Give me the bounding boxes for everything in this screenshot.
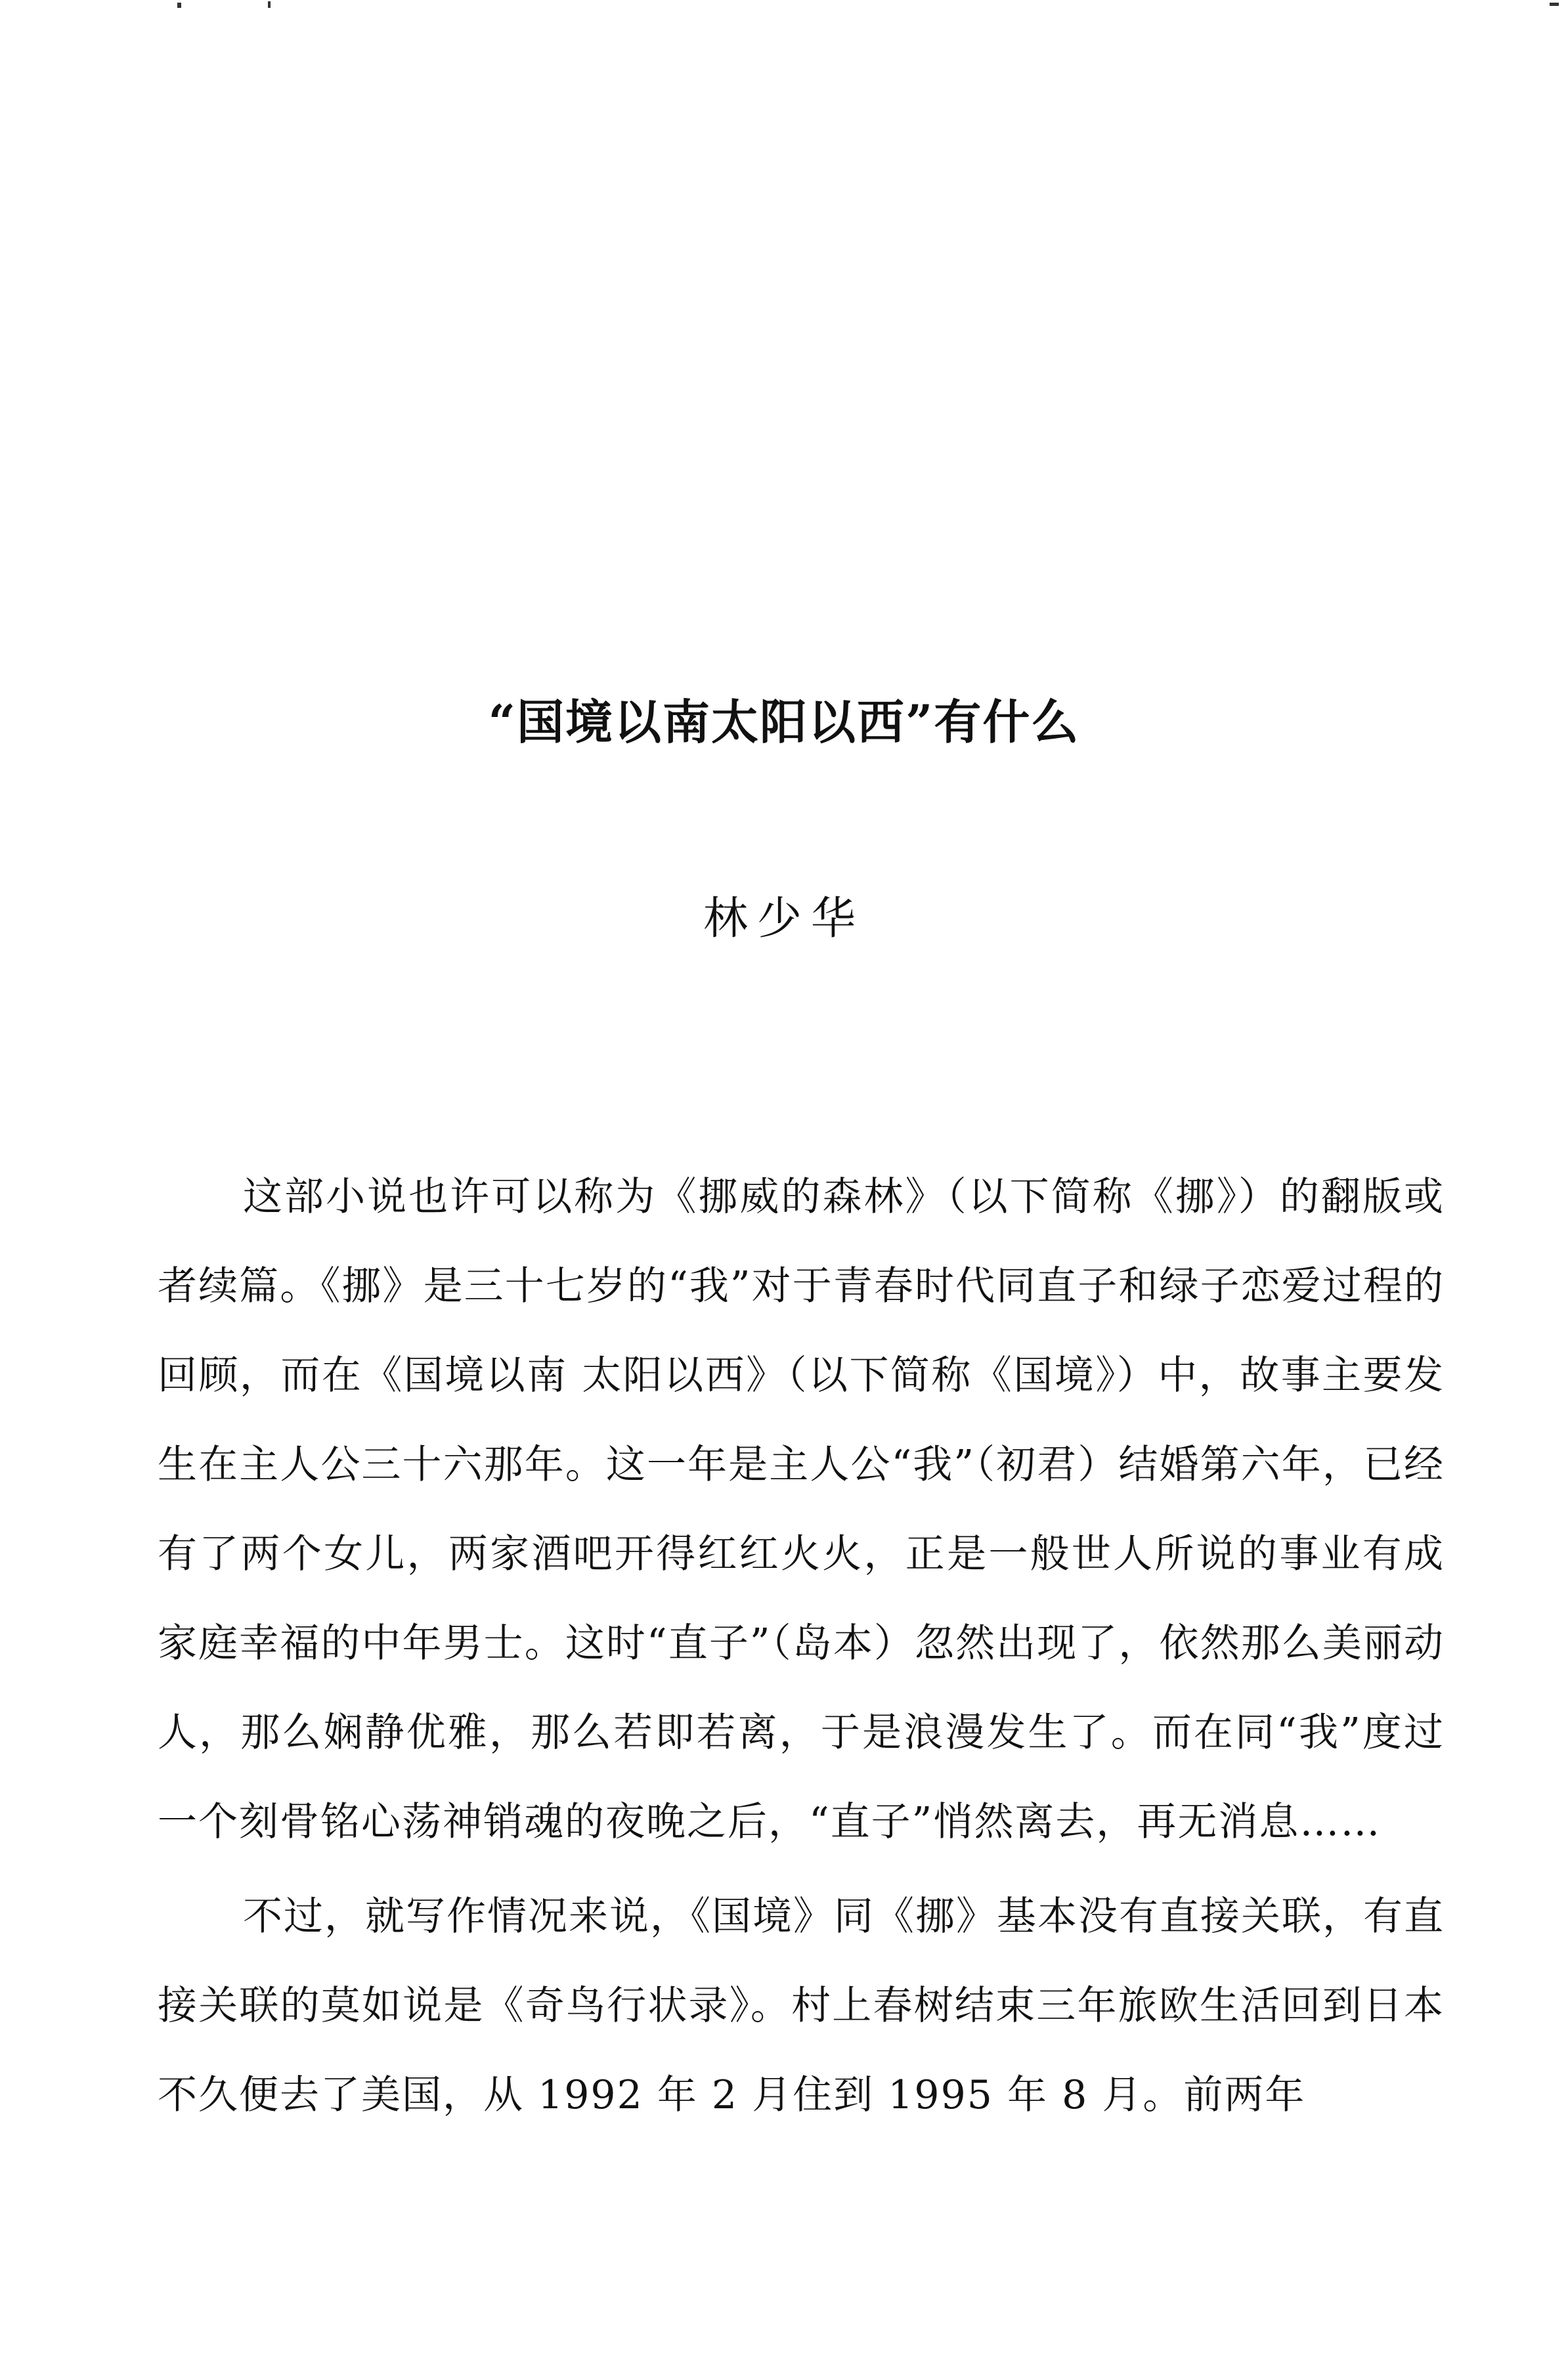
body-text bbox=[158, 1152, 1445, 2145]
scan-mark bbox=[268, 1, 271, 8]
paragraph: 这部小说也许可以称为《挪威的森林》（以下简称《挪》）的翻版或者续篇。《挪》是三十七岁的“我”对于青春时代同直子和绿子恋爱过程的回顾，而在《国境以南 太阳以西》（以下简称《国境》）中，故事主要发生在主人公三十六那年。这一年是主人公“我”（初君）结婚第六年，已经有了两个女儿，两家酒吧开得红红火火，正是一般世人所说的事业有成家庭幸福的中年男士。这时“直子”（岛本）忽然出现了，依然那么美丽动人，那么娴静优雅，那么若即若离，于是浪漫发生了。而在同“我”度过一个刻骨铭心荡神销魂的夜晚之后，“直子”悄然离去，再无消息…… bbox=[158, 1174, 1445, 1845]
paragraph: 不过，就写作情况来说，《国境》同《挪》基本没有直接关联，有直接关联的莫如说是《奇鸟行状录》。村上春树结束三年旅欧生活回到日本不久便去了美国，从 1992 年 2 月住到 1995 年 8 月。前两年 bbox=[158, 1894, 1445, 2118]
scan-mark bbox=[177, 3, 181, 8]
author-name: 林少华 bbox=[703, 893, 865, 945]
page-title: “国境以南太阳以西”有什么 bbox=[488, 694, 1080, 750]
scan-mark bbox=[1550, 3, 1559, 6]
